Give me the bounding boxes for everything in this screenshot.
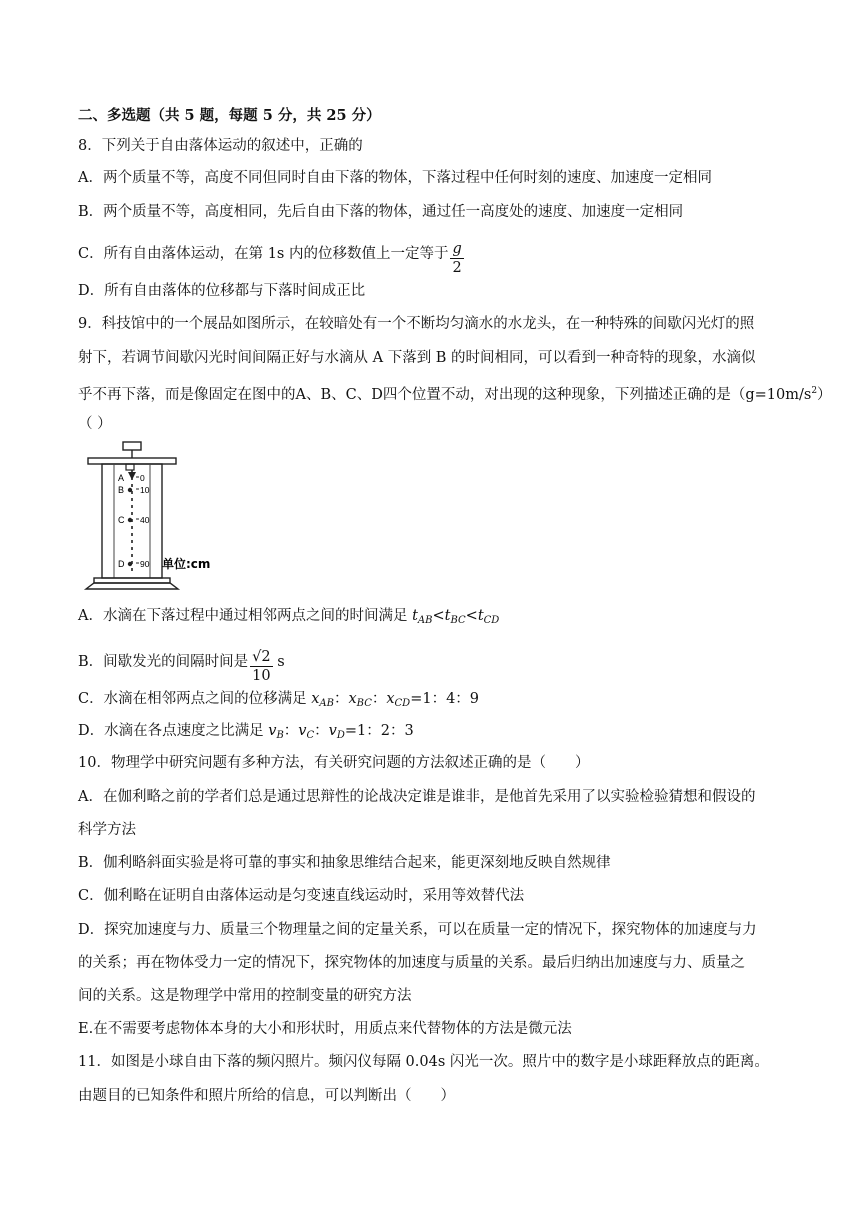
subscript: D bbox=[336, 730, 345, 741]
q10-option-c: C．伽利略在证明自由落体运动是匀变速直线运动时，采用等效替代法 bbox=[78, 888, 525, 904]
fraction-denominator: 10 bbox=[252, 668, 271, 684]
q9-stem-line3-end: ） bbox=[817, 386, 832, 403]
point-label-c: C bbox=[118, 515, 125, 525]
q9-option-d-text: D．水滴在各点速度之比满足 bbox=[78, 723, 269, 739]
water-drop-a-icon bbox=[128, 472, 136, 480]
section-header: 二、多选题（共 5 题，每题 5 分，共 25 分） bbox=[78, 107, 381, 124]
x-symbol: x bbox=[348, 691, 357, 707]
q9-option-b-fraction bbox=[250, 648, 272, 685]
q9-stem-line2: 射下，若调节间歇闪光时间间隔正好与水滴从 A 下落到 B 的时间相同，可以看到一种奇特的现象，水滴似 bbox=[78, 350, 756, 366]
q10-option-b: B．伽利略斜面实验是将可靠的事实和抽象思维结合起来，能更深刻地反映自然规律 bbox=[78, 855, 611, 871]
q10-option-a-line2: 科学方法 bbox=[78, 822, 136, 838]
q9-option-b-unit: s bbox=[272, 654, 285, 670]
dripping-tap-apparatus-figure bbox=[82, 440, 232, 590]
q8-option-c bbox=[78, 240, 464, 277]
q9-stem-line3 bbox=[78, 381, 832, 405]
subscript: B bbox=[276, 730, 284, 741]
scale-label-90: 90 bbox=[140, 559, 150, 569]
q9-option-d bbox=[78, 721, 414, 746]
q9-option-c-text: C．水滴在相邻两点之间的位移满足 bbox=[78, 691, 312, 707]
q8-stem: 8．下列关于自由落体运动的叙述中，正确的 bbox=[78, 138, 363, 154]
scale-label-10: 10 bbox=[140, 485, 150, 495]
colon: ： bbox=[371, 691, 387, 707]
q8-option-a: A．两个质量不等，高度不同但同时自由下落的物体，下落过程中任何时刻的速度、加速度一定相同 bbox=[78, 170, 712, 186]
q8-option-b: B．两个质量不等，高度相同，先后自由下落的物体，通过任一高度处的速度、加速度一定相同 bbox=[78, 204, 684, 220]
x-symbol: x bbox=[386, 691, 395, 707]
q10-option-a-line1: A．在伽利略之前的学者们总是通过思辩性的论战决定谁是谁非，是他首先采用了以实验检验猜想和假设的 bbox=[78, 789, 756, 805]
q10-option-d-line3: 间的关系。这是物理学中常用的控制变量的研究方法 bbox=[78, 988, 412, 1004]
base-foot bbox=[86, 583, 178, 589]
fraction-denominator: 2 bbox=[452, 260, 462, 276]
fraction-numerator: √2 bbox=[252, 649, 271, 665]
scale-label-40: 40 bbox=[140, 515, 150, 525]
q10-option-d-line1: D．探究加速度与力、质量三个物理量之间的定量关系，可以在质量一定的情况下，探究物体的加速度与力 bbox=[78, 922, 757, 938]
less-than: < bbox=[465, 608, 478, 624]
v-symbol: v bbox=[328, 723, 337, 739]
q9-stem-line3-sup: 2 bbox=[811, 386, 818, 396]
subscript: BC bbox=[356, 698, 372, 709]
base-plate bbox=[94, 578, 170, 583]
q9-option-b-text: B．间歇发光的间隔时间是 bbox=[78, 654, 249, 670]
point-label-d: D bbox=[118, 559, 125, 569]
q9-stem-line1: 9．科技馆中的一个展品如图所示，在较暗处有一个不断均匀滴水的水龙头，在一种特殊的间歇闪光灯的照 bbox=[78, 316, 755, 332]
water-drop-d bbox=[128, 562, 132, 566]
q11-stem-line1: 11．如图是小球自由下落的频闪照片。频闪仪每隔 0.04s 闪光一次。照片中的数字是小球距释放点的距离。 bbox=[78, 1054, 769, 1070]
fraction-numerator: g bbox=[452, 241, 462, 257]
ratio-value: =1：4：9 bbox=[410, 691, 480, 707]
subscript: CD bbox=[394, 698, 411, 709]
t-symbol: t bbox=[477, 608, 484, 624]
faucet-nozzle bbox=[126, 464, 134, 470]
subscript: AB bbox=[319, 698, 334, 709]
q10-option-e: E.在不需要考虑物体本身的大小和形状时，用质点来代替物体的方法是微元法 bbox=[78, 1021, 572, 1037]
t-symbol: t bbox=[444, 608, 451, 624]
q8-option-d: D．所有自由落体的位移都与下落时间成正比 bbox=[78, 283, 366, 299]
top-bar bbox=[88, 458, 176, 464]
v-symbol: v bbox=[298, 723, 307, 739]
colon: ： bbox=[314, 723, 329, 739]
subscript: AB bbox=[417, 615, 433, 626]
water-drop-c bbox=[128, 518, 132, 522]
t-symbol: t bbox=[412, 608, 418, 624]
q8-option-c-fraction bbox=[450, 240, 463, 277]
colon: ： bbox=[283, 723, 299, 739]
scale-label-0: 0 bbox=[140, 473, 145, 483]
q10-option-d-line2: 的关系；再在物体受力一定的情况下，探究物体的加速度与质量的关系。最后归纳出加速度与力、质量之 bbox=[78, 955, 745, 971]
subscript: C bbox=[306, 730, 315, 741]
less-than: < bbox=[432, 608, 445, 624]
subscript: CD bbox=[483, 615, 500, 626]
point-label-a: A bbox=[118, 473, 125, 483]
q9-option-b bbox=[78, 648, 285, 685]
q10-stem: 10．物理学中研究问题有多种方法，有关研究问题的方法叙述正确的是（ ） bbox=[78, 755, 590, 771]
ratio-value: =1：2：3 bbox=[344, 723, 414, 739]
q11-stem-line2: 由题目的已知条件和照片所给的信息，可以判断出（ ） bbox=[78, 1088, 455, 1104]
q9-option-a-text: A．水滴在下落过程中通过相邻两点之间的时间满足 bbox=[78, 608, 413, 624]
subscript: BC bbox=[450, 615, 466, 626]
q9-stem-line3-text: 乎不再下落，而是像固定在图中的A、B、C、D四个位置不动，对出现的这种现象，下列描述正确的是（g=10m/s bbox=[78, 386, 812, 403]
q8-option-c-text: C．所有自由落体运动，在第 1s 内的位移数值上一定等于 bbox=[78, 246, 449, 262]
v-symbol: v bbox=[268, 723, 277, 739]
x-symbol: x bbox=[311, 691, 320, 707]
tap-handle bbox=[123, 442, 141, 450]
q9-option-c bbox=[78, 689, 479, 714]
q9-option-a bbox=[78, 606, 499, 631]
water-drop-b bbox=[128, 488, 132, 492]
q9-answer-paren: （ ） bbox=[78, 416, 112, 432]
colon: ： bbox=[333, 691, 349, 707]
unit-label: 单位:cm bbox=[162, 557, 211, 571]
point-label-b: B bbox=[118, 485, 125, 495]
